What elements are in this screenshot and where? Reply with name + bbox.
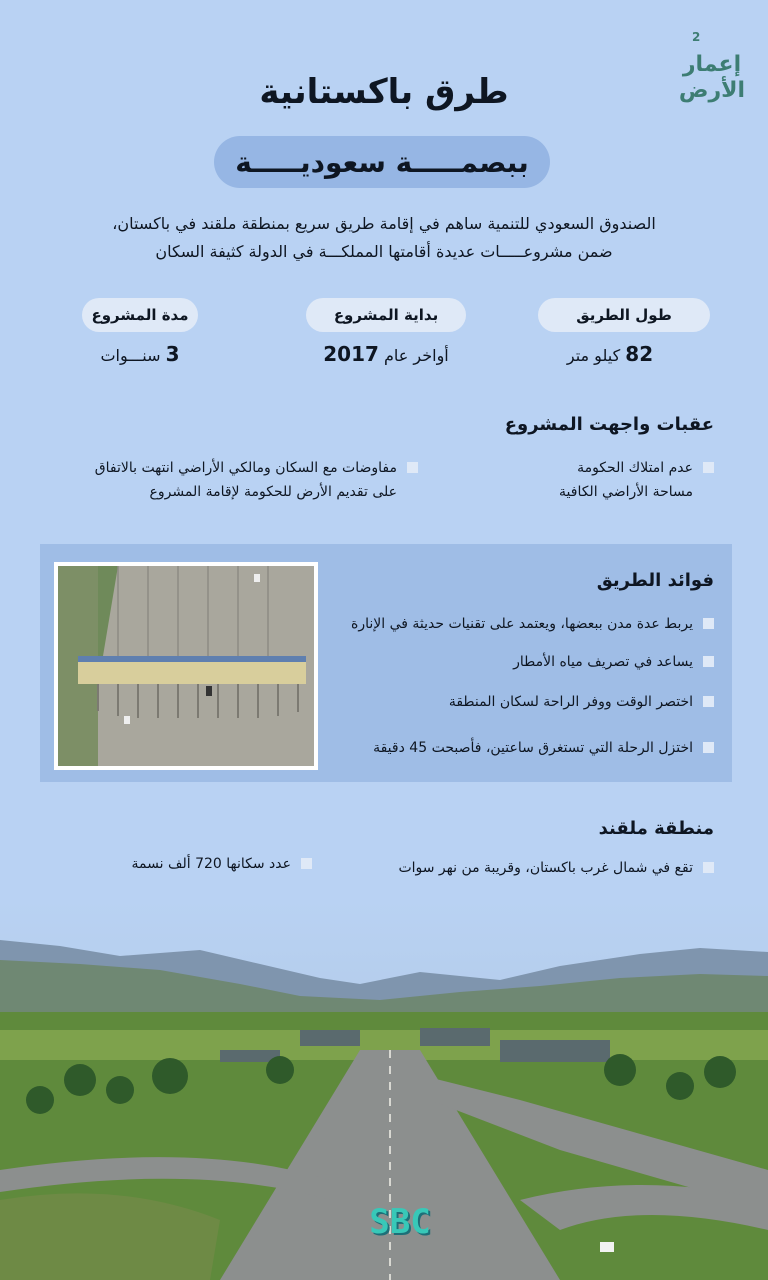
- benefit-text: اختزل الرحلة التي تستغرق ساعتين، فأصبحت 45 دقيقة: [373, 740, 693, 756]
- benefit-item: [373, 736, 714, 760]
- obstacle-line-2: مساحة الأراضي الكافية: [559, 484, 693, 500]
- intro-line-2: ضمن مشروعـــــات عديدة أقامتها المملكـــة في الدولة كثيفة السكان: [155, 242, 613, 261]
- stat-unit: كيلو متر: [566, 346, 621, 365]
- bullet-square-icon: [703, 656, 714, 667]
- region-title: منطقة ملقند: [598, 818, 714, 839]
- obstacles-title: عقبات واجهت المشروع: [504, 414, 714, 435]
- stat-label: مدة المشروع: [82, 298, 198, 332]
- benefit-item: [449, 690, 714, 714]
- logo-superscript: 2: [692, 30, 701, 44]
- stat-value: [306, 342, 466, 366]
- benefit-text: اختصر الوقت ووفر الراحة لسكان المنطقة: [448, 694, 693, 710]
- obstacle-item: [95, 456, 418, 504]
- toll-plaza-photo: [54, 562, 318, 770]
- benefit-text: يساعد في تصريف مياه الأمطار: [513, 654, 693, 670]
- logo-line-2: الأرض: [678, 78, 746, 103]
- obstacle-item: [559, 456, 714, 504]
- bullet-square-icon: [703, 696, 714, 707]
- stat-project-start: [306, 298, 466, 366]
- toll-plaza-illustration: [58, 566, 314, 766]
- region-item: [398, 856, 714, 880]
- stat-project-duration: [82, 298, 198, 366]
- obstacle-text: [95, 456, 397, 504]
- obstacle-line-1: عدم امتلاك الحكومة: [577, 460, 693, 476]
- region-text: تقع في شمال غرب باكستان، وقريبة من نهر سوات: [398, 860, 693, 876]
- stat-road-length: [510, 298, 710, 366]
- stat-label: طول الطريق: [538, 298, 710, 332]
- obstacle-line-1: مفاوضات مع السكان ومالكي الأراضي انتهت بالاتفاق: [94, 460, 397, 476]
- stat-value: [82, 342, 198, 366]
- benefit-item: [513, 650, 714, 674]
- subtitle-text: ببصمـــــة سعوديـــــة: [235, 145, 529, 179]
- logo-line-1: إعمار: [682, 52, 742, 77]
- page-title: طرق باكستانية: [259, 72, 509, 112]
- benefit-item: [351, 612, 714, 636]
- obstacle-text: [559, 456, 693, 504]
- stat-label: بداية المشروع: [306, 298, 466, 332]
- region-text: عدد سكانها 720 ألف نسمة: [131, 856, 291, 872]
- bullet-square-icon: [301, 858, 312, 869]
- region-item: [132, 852, 312, 876]
- stat-value: [510, 342, 710, 366]
- bullet-square-icon: [703, 742, 714, 753]
- bullet-square-icon: [703, 462, 714, 473]
- stat-unit: سنـــوات: [100, 346, 161, 365]
- bullet-square-icon: [703, 618, 714, 629]
- obstacle-line-2: على تقديم الأرض للحكومة لإقامة المشروع: [149, 484, 397, 500]
- stat-unit: أواخر عام: [384, 346, 449, 365]
- stat-number: 2017: [323, 342, 379, 366]
- bullet-square-icon: [703, 862, 714, 873]
- stat-number: 3: [165, 342, 180, 366]
- sbc-brand-logo: SBC: [369, 1202, 431, 1242]
- benefit-text: يربط عدة مدن ببعضها، ويعتمد على تقنيات حديثة في الإنارة: [350, 616, 693, 632]
- bullet-square-icon: [407, 462, 418, 473]
- benefits-title: فوائد الطريق: [596, 570, 714, 591]
- stat-number: 82: [625, 342, 654, 366]
- intro-paragraph: [40, 210, 728, 266]
- intro-line-1: الصندوق السعودي للتنمية ساهم في إقامة طريق سريع بمنطقة ملقند في باكستان،: [112, 214, 656, 233]
- page-subtitle: [214, 136, 550, 188]
